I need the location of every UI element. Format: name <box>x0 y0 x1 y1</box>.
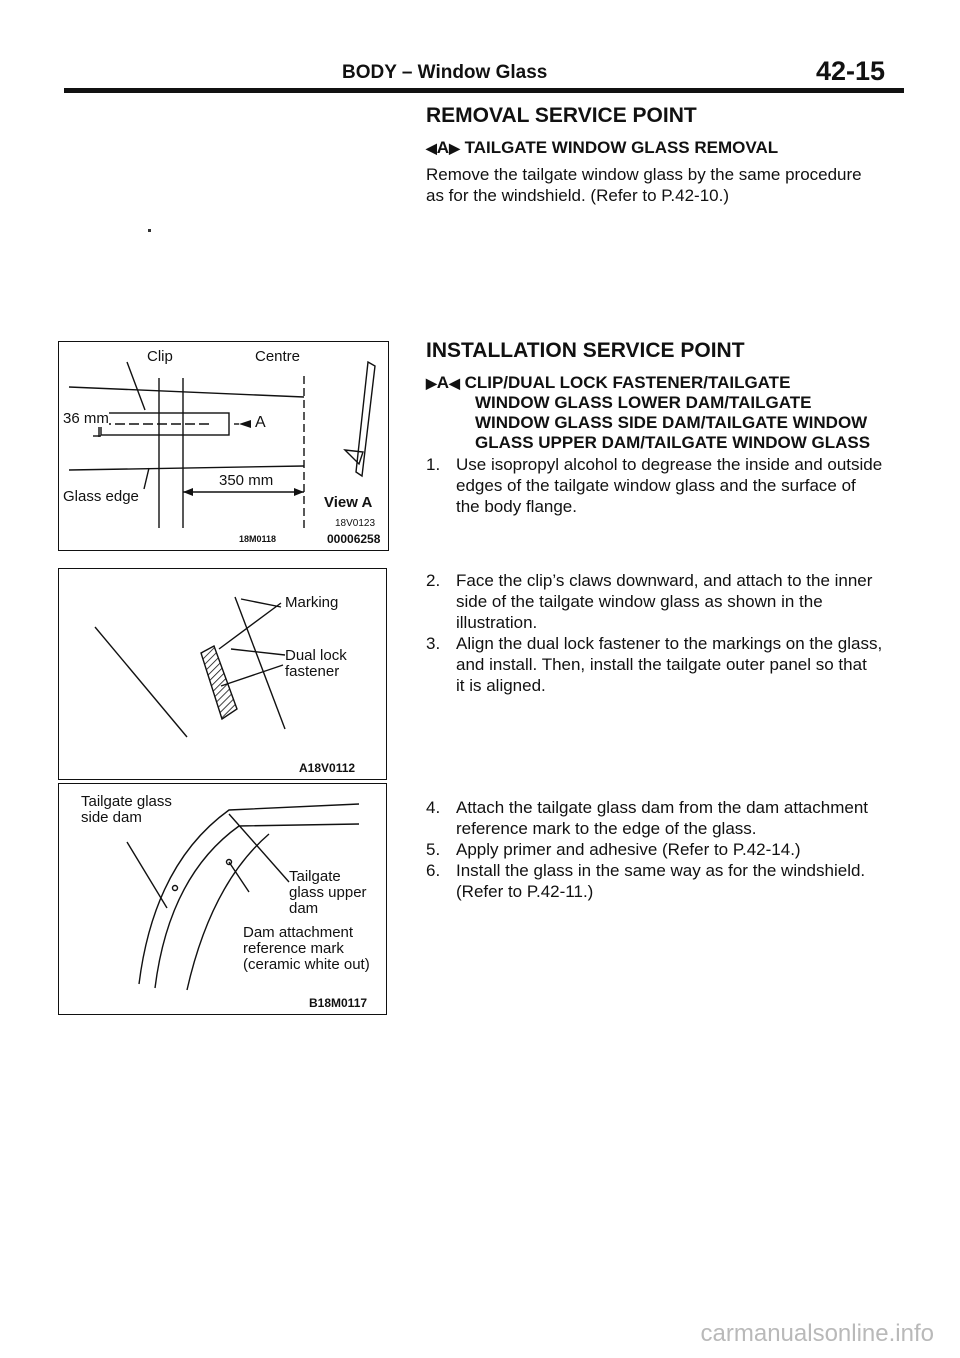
label-side-dam-2: side dam <box>81 809 142 826</box>
label-upper-dam-2: glass upper <box>289 884 367 901</box>
step-item <box>426 570 916 633</box>
header-rule <box>64 88 904 93</box>
removal-marker: A <box>436 138 450 157</box>
stray-dot <box>148 229 151 232</box>
removal-heading: REMOVAL SERVICE POINT <box>426 104 697 127</box>
page-number: 42-15 <box>816 56 886 86</box>
step-number: 3. <box>426 634 441 653</box>
installation-subheading-line: GLASS UPPER DAM/TAILGATE WINDOW GLASS <box>475 433 871 452</box>
right-triangle-icon: ▶ <box>449 140 460 156</box>
steps-group-3 <box>426 797 916 902</box>
figure-dual-lock-fastener <box>58 568 387 780</box>
step-number: 2. <box>426 571 441 590</box>
installation-subheading-line: WINDOW GLASS SIDE DAM/TAILGATE WINDOW <box>475 413 868 432</box>
step-line: Align the dual lock fastener to the markings on the glass, <box>456 634 883 653</box>
label-dam-ref-2: reference mark <box>243 940 344 957</box>
label-upper-dam-3: dam <box>289 900 319 917</box>
step-line: reference mark to the edge of the glass. <box>456 819 757 838</box>
installation-marker: A <box>436 373 450 392</box>
label-centre: Centre <box>255 348 301 365</box>
label-dam-ref-3: (ceramic white out) <box>243 956 370 973</box>
step-item <box>426 454 916 517</box>
installation-heading: INSTALLATION SERVICE POINT <box>426 339 745 362</box>
left-triangle-icon: ◀ <box>426 140 437 156</box>
label-view-a: View A <box>324 494 373 511</box>
code-b18m0117: B18M0117 <box>309 996 368 1010</box>
step-line: Use isopropyl alcohol to degrease the inside and outside <box>456 455 883 474</box>
label-350mm: 350 mm <box>219 472 274 489</box>
step-number: 4. <box>426 798 441 817</box>
figure-clip-position <box>58 341 389 551</box>
step-line: Face the clip’s claws downward, and attach to the inner <box>456 571 873 590</box>
steps-group-2 <box>426 570 916 696</box>
label-dual-lock: Dual lock <box>285 647 347 664</box>
steps-group-1 <box>426 454 916 517</box>
installation-subheading-line: WINDOW GLASS LOWER DAM/TAILGATE <box>475 393 812 412</box>
label-arrow-a: A <box>255 414 266 431</box>
step-line: side of the tailgate window glass as shown in the <box>456 592 823 611</box>
removal-body-line: as for the windshield. (Refer to P.42-10.) <box>426 186 730 205</box>
removal-body-line: Remove the tailgate window glass by the same procedure <box>426 165 862 184</box>
label-dam-ref-1: Dam attachment <box>243 924 354 941</box>
right-triangle-icon: ▶ <box>426 375 437 391</box>
step-line: the body flange. <box>456 497 577 516</box>
label-clip: Clip <box>147 348 173 365</box>
step-line: Apply primer and adhesive (Refer to P.42-14.) <box>456 840 801 859</box>
step-item <box>426 633 916 696</box>
step-line: Attach the tailgate glass dam from the dam attachment <box>456 798 868 817</box>
step-item <box>426 839 916 860</box>
section-title: BODY – Window Glass <box>342 62 548 83</box>
installation-subheading <box>426 373 906 453</box>
removal-subheading-text: TAILGATE WINDOW GLASS REMOVAL <box>464 138 779 157</box>
step-line: and install. Then, install the tailgate outer panel so that <box>456 655 867 674</box>
label-fastener: fastener <box>285 663 340 680</box>
label-side-dam-1: Tailgate glass <box>81 793 172 810</box>
code-a18v0112: A18V0112 <box>299 761 356 775</box>
installation-subheading-line: CLIP/DUAL LOCK FASTENER/TAILGATE <box>464 373 791 392</box>
step-line: (Refer to P.42-11.) <box>456 882 594 901</box>
step-item <box>426 860 916 902</box>
label-36mm: 36 mm <box>63 410 109 427</box>
step-line: edges of the tailgate window glass and the surface of <box>456 476 856 495</box>
watermark: carmanualsonline.info <box>700 1320 934 1347</box>
code-18m0118: 18M0118 <box>239 534 277 544</box>
step-line: illustration. <box>456 613 538 632</box>
code-18v0123: 18V0123 <box>335 518 376 529</box>
step-number: 5. <box>426 840 441 859</box>
step-number: 6. <box>426 861 441 880</box>
left-triangle-icon: ◀ <box>449 375 460 391</box>
figure-dam-attachment <box>58 783 387 1015</box>
label-glass-edge: Glass edge <box>63 488 139 505</box>
step-line: Install the glass in the same way as for the windshield. <box>456 861 866 880</box>
step-number: 1. <box>426 455 441 474</box>
label-marking: Marking <box>285 594 339 611</box>
label-upper-dam-1: Tailgate <box>289 868 341 885</box>
step-item <box>426 797 916 839</box>
removal-body <box>426 164 906 206</box>
removal-subheading <box>426 138 778 158</box>
step-line: it is aligned. <box>456 676 546 695</box>
code-00006258: 00006258 <box>327 532 381 546</box>
